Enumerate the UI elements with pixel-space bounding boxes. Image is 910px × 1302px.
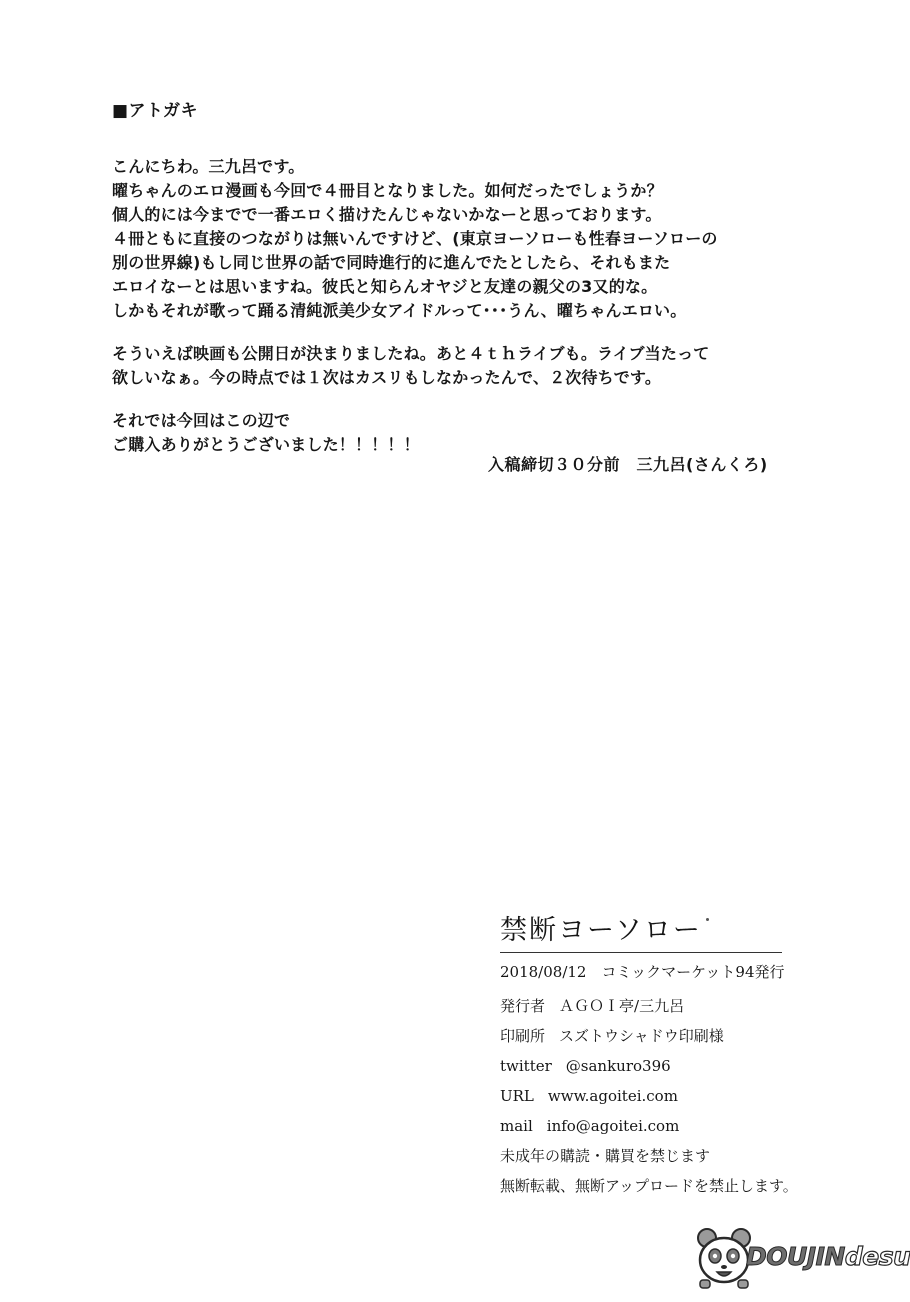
colophon-row-url [500, 1081, 800, 1111]
row-key: twitter [500, 1057, 552, 1075]
colophon-row-publisher [500, 991, 800, 1021]
row-value: スズトウシャドウ印刷様 [559, 1027, 724, 1045]
watermark-part-desu: desu [844, 1242, 910, 1271]
notice-no-reupload: 無断転載、無断アップロードを禁止します。 [500, 1177, 798, 1195]
row-value: info@agoitei.com [546, 1117, 680, 1135]
afterword-paragraph-3 [112, 409, 812, 457]
watermark-part-doujin: DOUJIN [746, 1242, 845, 1271]
colophon-row-printer [500, 1021, 800, 1051]
afterword-line: 個人的には今までで一番エロく描けたんじゃないかなーと思っております。 [112, 205, 662, 224]
colophon-row-twitter [500, 1051, 800, 1081]
afterword-line: それでは今回はこの辺で [112, 411, 291, 430]
notice-minors: 未成年の購読・購買を禁じます [500, 1147, 711, 1165]
afterword-section [112, 96, 812, 476]
afterword-line: ４冊ともに直接のつながりは無いんですけど、(東京ヨーソローも性春ヨーソローの [112, 229, 718, 248]
afterword-line: しかもそれが歌って踊る清純派美少女アイドルって･･･うん、曜ちゃんエロい。 [112, 301, 687, 320]
watermark-logo [696, 1222, 910, 1294]
afterword-paragraph-1 [112, 155, 812, 323]
afterword-heading: ■アトガキ [112, 101, 199, 121]
afterword-line: 欲しいなぁ。今の時点では１次はカスリもしなかったんで、２次待ちです。 [112, 368, 662, 387]
afterword-line: こんにちわ。三九呂です。 [112, 157, 305, 176]
watermark-text [746, 1242, 910, 1271]
panda-mascot-icon [696, 1226, 752, 1290]
afterword-line: エロイなーとは思いますね。彼氏と知らんオヤジと友達の親父の3又的な。 [112, 277, 658, 296]
author-signature: 入稿締切３０分前 三九呂(さんくろ) [488, 455, 768, 474]
colophon-row-mail [500, 1111, 800, 1141]
publication-date: 2018/08/12 コミックマーケット94発行 [500, 963, 785, 981]
afterword-paragraph-2 [112, 342, 812, 390]
book-title: 禁断ヨーソロー [500, 915, 702, 946]
row-value: @sankuro396 [565, 1057, 671, 1075]
afterword-line: ご購入ありがとうございました！！！！！ [112, 435, 420, 454]
title-divider [500, 952, 782, 953]
row-key: 発行者 [500, 997, 546, 1015]
afterword-line: 曜ちゃんのエロ漫画も今回で４冊目となりました。如何だったでしょうか？ [112, 181, 663, 200]
row-key: 印刷所 [500, 1027, 546, 1045]
afterword-line: そういえば映画も公開日が決まりましたね。あと４ｔｈライブも。ライブ当たって [112, 344, 710, 363]
afterword-line: 別の世界線)もし同じ世界の話で同時進行的に進んでたとしたら、それもまた [112, 253, 671, 272]
row-key: mail [500, 1117, 533, 1135]
colophon [500, 914, 800, 1201]
row-value: www.agoitei.com [547, 1087, 678, 1105]
row-value: ＡＧＯＩ亭/三九呂 [559, 997, 685, 1015]
row-key: URL [500, 1087, 534, 1105]
